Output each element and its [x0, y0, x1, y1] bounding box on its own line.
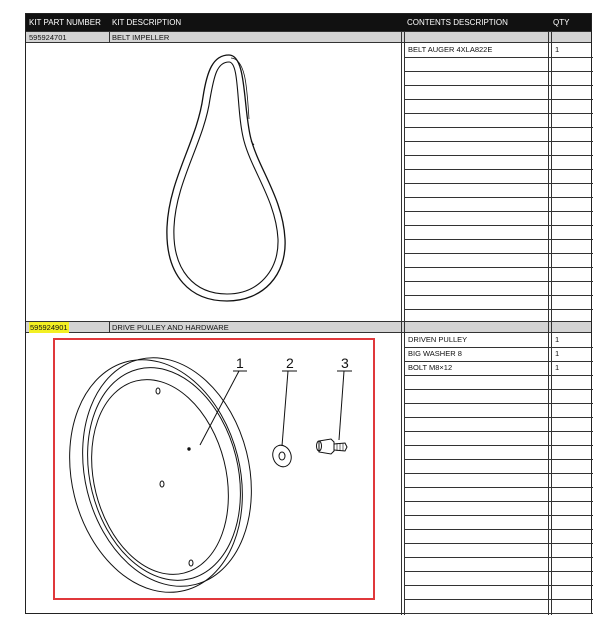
table-header: [26, 14, 591, 31]
kit-row: [26, 31, 591, 43]
column-divider: [404, 31, 405, 615]
grid-line: [404, 281, 593, 282]
grid-line: [404, 473, 593, 474]
grid-line: [404, 197, 593, 198]
content-qty: 1: [555, 349, 560, 358]
grid-line: [404, 295, 593, 296]
grid-line: [404, 459, 593, 460]
content-qty: 1: [555, 45, 560, 54]
kit-description: DRIVE PULLEY AND HARDWARE: [112, 323, 229, 332]
grid-line: [404, 57, 593, 58]
header-kit-description: KIT DESCRIPTION: [112, 18, 182, 27]
content-description: BIG WASHER 8: [408, 349, 462, 358]
grid-line: [404, 225, 593, 226]
grid-line: [404, 529, 593, 530]
column-divider: [401, 31, 402, 615]
content-description: BELT AUGER 4XLA822E: [408, 45, 493, 54]
content-qty: 1: [555, 363, 560, 372]
belt-illustration: [151, 49, 311, 314]
content-qty: 1: [555, 335, 560, 344]
grid-line: [404, 389, 593, 390]
grid-line: [404, 571, 593, 572]
grid-line: [404, 417, 593, 418]
grid-line: [404, 599, 593, 600]
column-divider: [109, 31, 110, 43]
header-kit-part-number: KIT PART NUMBER: [29, 18, 101, 27]
grid-line: [404, 155, 593, 156]
grid-line: [404, 71, 593, 72]
header-qty: QTY: [553, 18, 570, 27]
kit-description: BELT IMPELLER: [112, 33, 170, 42]
grid-line: [404, 487, 593, 488]
selection-highlight-box: [53, 338, 375, 600]
column-divider: [109, 321, 110, 333]
grid-line: [404, 141, 593, 142]
grid-line: [404, 113, 593, 114]
kit-part-number: 595924701: [29, 33, 67, 42]
content-description: DRIVEN PULLEY: [408, 335, 468, 344]
grid-line: [404, 85, 593, 86]
grid-line: [404, 99, 593, 100]
grid-line: [404, 515, 593, 516]
grid-line: [404, 211, 593, 212]
grid-line: [404, 613, 593, 614]
grid-line: [404, 431, 593, 432]
grid-line: [404, 253, 593, 254]
grid-line: [404, 267, 593, 268]
grid-line: [404, 375, 593, 376]
grid-line: [404, 239, 593, 240]
callout-2: 2: [286, 355, 294, 371]
header-contents-description: CONTENTS DESCRIPTION: [407, 18, 508, 27]
column-divider: [551, 31, 552, 615]
grid-line: [404, 169, 593, 170]
kit-row: 595924901 DRIVE PULLEY AND HARDWARE: [26, 321, 591, 333]
grid-line: [404, 501, 593, 502]
callout-1: 1: [236, 355, 244, 371]
column-divider: [548, 31, 549, 615]
grid-line: [404, 127, 593, 128]
grid-line: [404, 183, 593, 184]
grid-line: [404, 309, 593, 310]
grid-line: [404, 445, 593, 446]
callout-3: 3: [341, 355, 349, 371]
grid-line: [404, 543, 593, 544]
grid-line: [404, 557, 593, 558]
grid-line: [404, 403, 593, 404]
content-description: BOLT M8×12: [408, 363, 453, 372]
grid-line: [404, 585, 593, 586]
